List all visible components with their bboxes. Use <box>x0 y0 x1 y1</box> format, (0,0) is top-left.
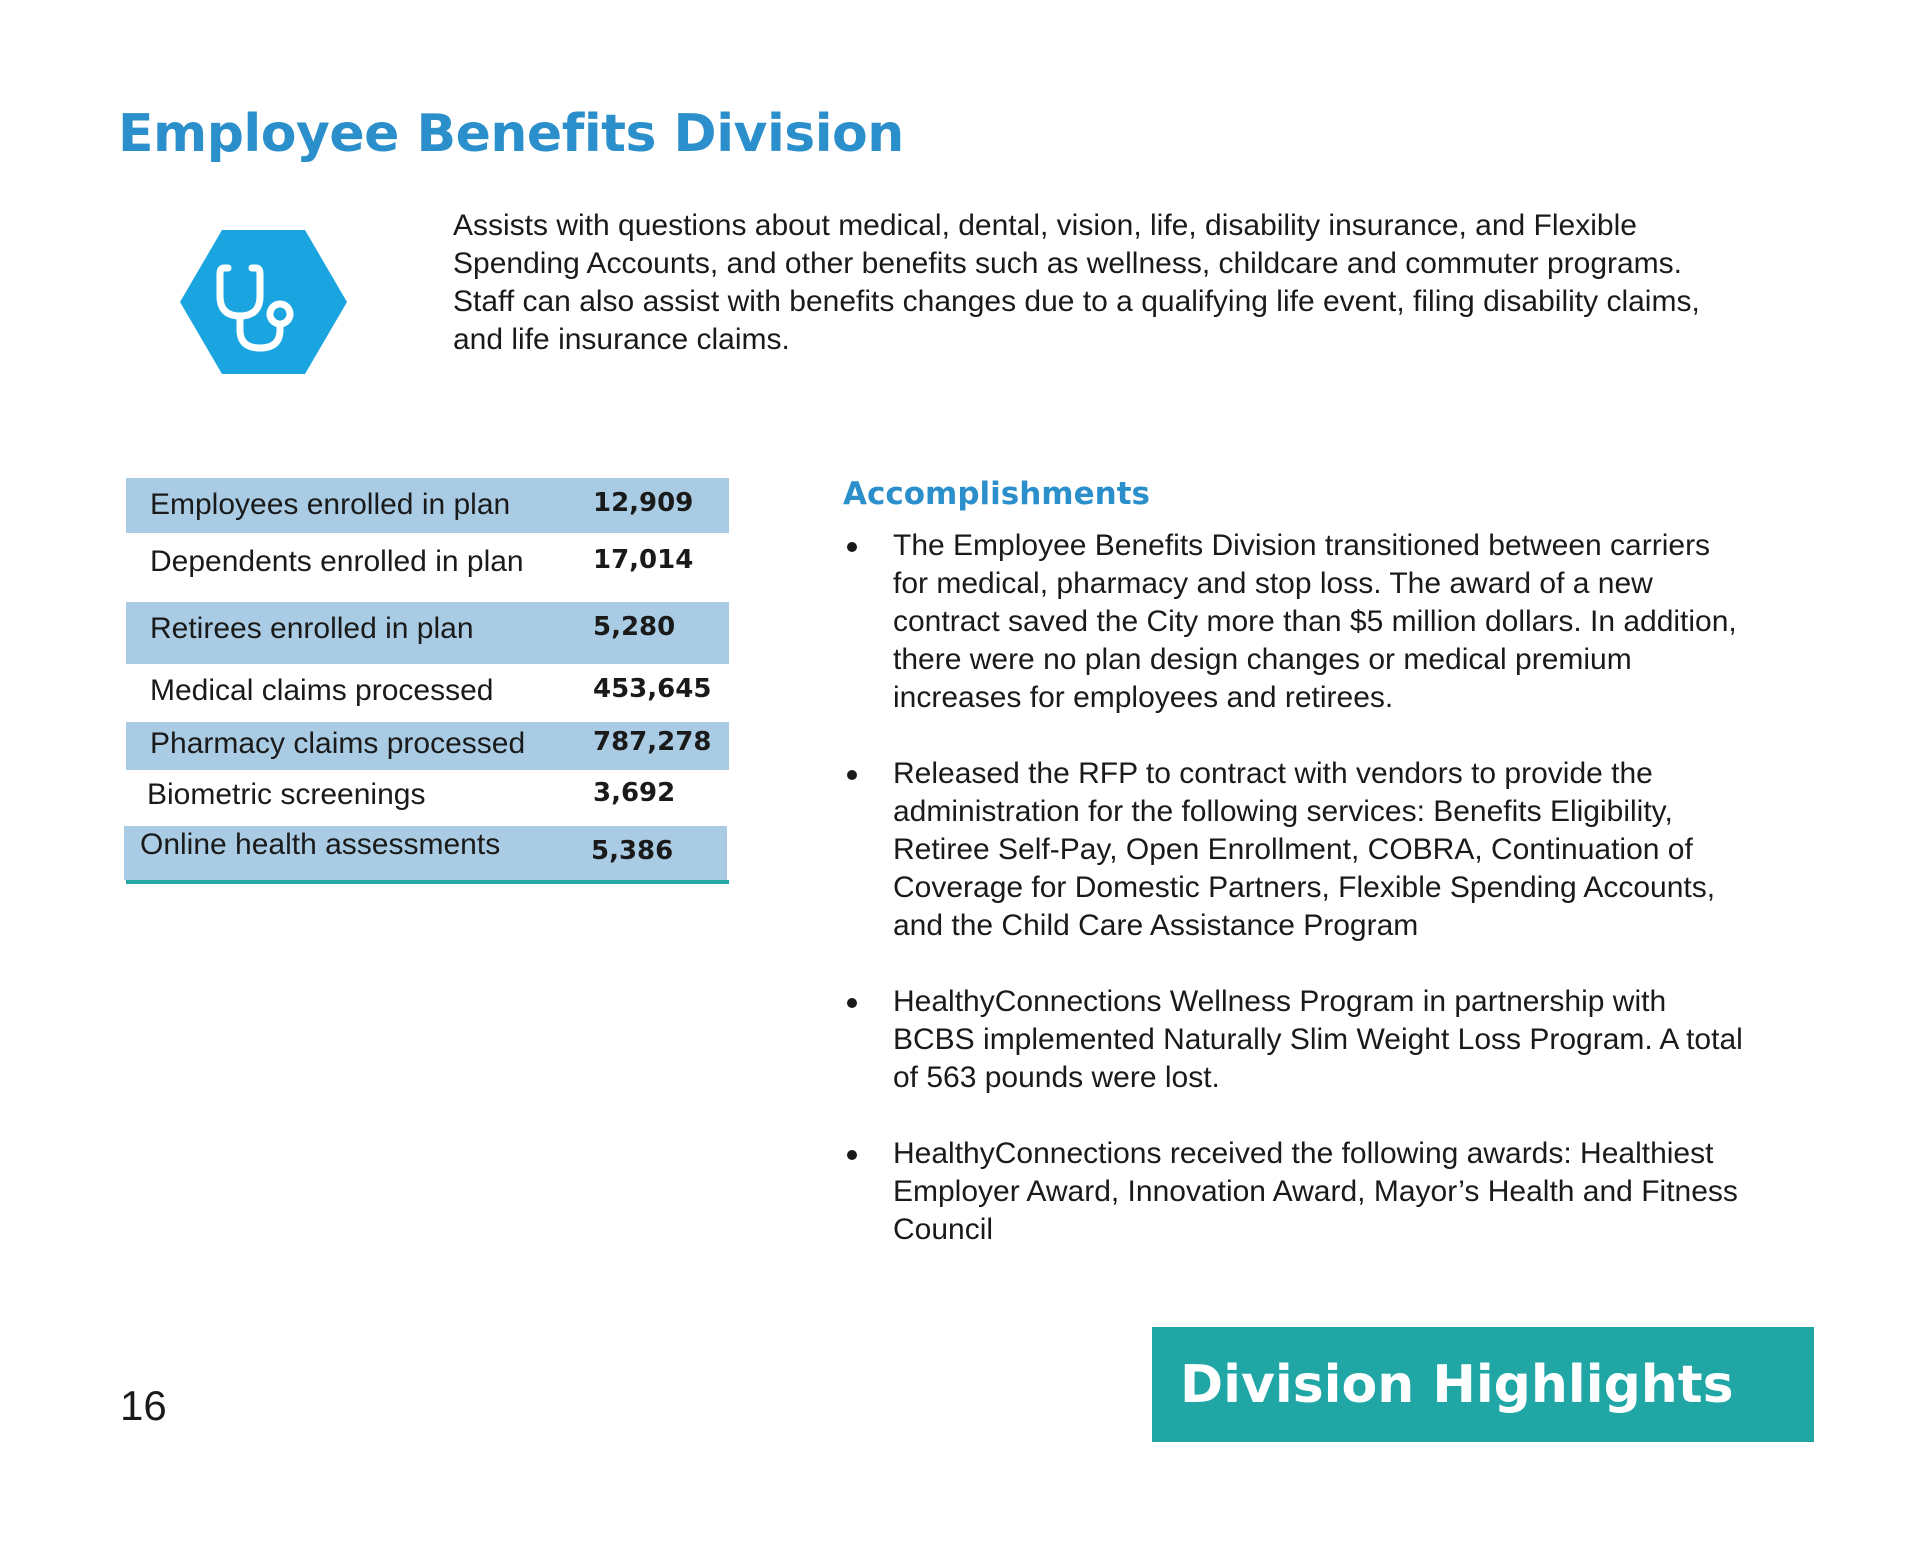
list-item <box>843 755 1743 945</box>
stat-label: Medical claims processed <box>150 674 494 707</box>
table-row <box>126 722 729 770</box>
bullet-icon <box>847 770 857 780</box>
division-highlights-label: Division Highlights <box>1180 1354 1734 1415</box>
table-bottom-rule <box>126 880 729 884</box>
accomplishments-list <box>843 527 1743 1287</box>
accomplishment-text: HealthyConnections Wellness Program in partnership with BCBS implemented Naturally Slim Weight Loss Program. A total of 563 pounds were lost. <box>893 985 1743 1094</box>
page-number: 16 <box>120 1382 167 1429</box>
list-item <box>843 527 1743 717</box>
stat-value: 453,645 <box>593 674 712 704</box>
stat-value: 787,278 <box>593 727 712 757</box>
stat-label: Biometric screenings <box>147 778 426 811</box>
page-title: Employee Benefits Division <box>118 104 904 164</box>
accomplishments-heading: Accomplishments <box>843 476 1150 512</box>
table-row <box>126 664 729 722</box>
stat-value: 5,386 <box>591 836 674 866</box>
table-row <box>126 533 729 602</box>
stat-label: Pharmacy claims processed <box>150 727 526 760</box>
list-item <box>843 983 1743 1097</box>
stat-label: Employees enrolled in plan <box>150 488 511 521</box>
stats-table <box>126 478 729 880</box>
bullet-icon <box>847 1150 857 1160</box>
accomplishment-text: The Employee Benefits Division transitioned between carriers for medical, pharmacy and stop loss. The award of a new contract saved the City more than $5 million dollars. In addition, there were no plan design changes or medical premium increases for employees and retirees. <box>893 529 1737 714</box>
stat-value: 5,280 <box>593 612 676 642</box>
stat-label: Dependents enrolled in plan <box>150 545 524 578</box>
list-item <box>843 1135 1743 1249</box>
stethoscope-hexagon-icon <box>180 230 347 374</box>
stat-label: Retirees enrolled in plan <box>150 612 474 645</box>
table-row <box>126 478 729 533</box>
intro-description: Assists with questions about medical, dental, vision, life, disability insurance, and Flexible Spending Accounts, and other benefits such as wellness, childcare and commuter programs. Staff can also assist with benefits changes due to a qualifying life event, filing disability claims, and life insurance claims. <box>453 209 1700 356</box>
accomplishment-text: Released the RFP to contract with vendors to provide the administration for the following services: Benefits Eligibility, Retiree Self-Pay, Open Enrollment, COBRA, Continuation of Coverage for Domestic Partners, Flexible Spending Accounts, and the Child Care Assistance Program <box>893 757 1716 942</box>
accomplishment-text: HealthyConnections received the following awards: Healthiest Employer Award, Innovation Award, Mayor’s Health and Fitness Council <box>893 1137 1738 1246</box>
bullet-icon <box>847 542 857 552</box>
table-row <box>126 770 729 826</box>
table-row <box>126 602 729 664</box>
stat-value: 3,692 <box>593 778 676 808</box>
division-highlights-banner <box>1152 1327 1814 1442</box>
stat-value: 17,014 <box>593 545 694 575</box>
stat-value: 12,909 <box>593 488 694 518</box>
table-row <box>124 826 727 880</box>
stat-label: Online health assessments <box>140 828 501 861</box>
bullet-icon <box>847 998 857 1008</box>
